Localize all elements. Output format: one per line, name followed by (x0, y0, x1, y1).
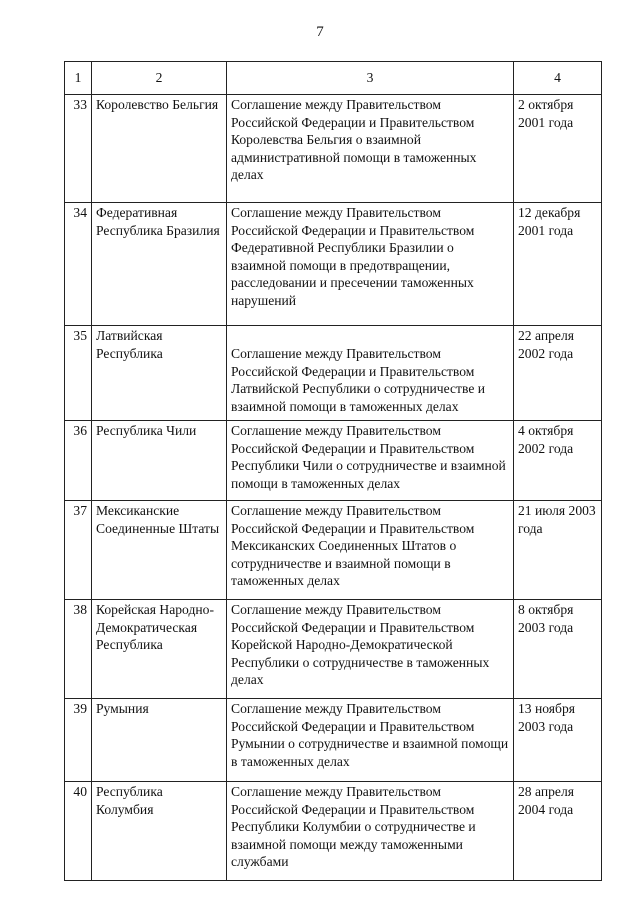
country-cell: Федеративная Республика Бразилия (92, 203, 227, 326)
header-col-3: 3 (227, 62, 514, 95)
date-cell: 21 июля 2003 года (514, 501, 602, 600)
agreement-cell: Соглашение между Правительством Российской Федерации и Правительством Федеративной Республики Бразилии о взаимной помощи в предотвращении, расследовании и пресечении таможенных нарушений (227, 203, 514, 326)
date-cell: 12 декабря 2001 года (514, 203, 602, 326)
header-row (65, 62, 602, 95)
row-number: 38 (65, 600, 92, 699)
row-number: 37 (65, 501, 92, 600)
country-cell: Мексиканские Соединенные Штаты (92, 501, 227, 600)
table-row (65, 782, 602, 881)
row-number: 39 (65, 699, 92, 782)
date-cell: 22 апреля 2002 года (514, 326, 602, 421)
table-row (65, 326, 602, 421)
agreement-cell: Соглашение между Правительством Российской Федерации и Правительством Латвийской Республики о сотрудничестве и взаимной помощи в таможенных делах (227, 326, 514, 421)
table-row (65, 421, 602, 501)
country-cell: Республика Колумбия (92, 782, 227, 881)
table-row (65, 95, 602, 203)
table-header (65, 62, 602, 95)
date-cell: 4 октября 2002 года (514, 421, 602, 501)
row-number: 33 (65, 95, 92, 203)
agreements-table (64, 61, 602, 881)
agreement-cell: Соглашение между Правительством Российской Федерации и Правительством Королевства Бельгия о взаимной административной помощи в таможенных делах (227, 95, 514, 203)
date-cell: 8 октября 2003 года (514, 600, 602, 699)
header-col-4: 4 (514, 62, 602, 95)
header-col-2: 2 (92, 62, 227, 95)
country-cell: Латвийская Республика (92, 326, 227, 421)
country-cell: Корейская Народно-Демократическая Республика (92, 600, 227, 699)
table-row (65, 203, 602, 326)
date-cell: 2 октября 2001 года (514, 95, 602, 203)
row-number: 40 (65, 782, 92, 881)
table-body (65, 95, 602, 881)
row-number: 36 (65, 421, 92, 501)
agreement-cell: Соглашение между Правительством Российской Федерации и Правительством Мексиканских Соединенных Штатов о сотрудничестве и взаимной помощи в таможенных делах (227, 501, 514, 600)
page-number: 7 (316, 24, 324, 40)
date-cell: 13 ноября 2003 года (514, 699, 602, 782)
date-cell: 28 апреля 2004 года (514, 782, 602, 881)
agreement-cell: Соглашение между Правительством Российской Федерации и Правительством Республики Колумбии о сотрудничестве и взаимной помощи между таможенными службами (227, 782, 514, 881)
table-row (65, 699, 602, 782)
row-number: 35 (65, 326, 92, 421)
agreement-cell: Соглашение между Правительством Российской Федерации и Правительством Республики Чили о сотрудничестве и взаимной помощи в таможенных делах (227, 421, 514, 501)
country-cell: Республика Чили (92, 421, 227, 501)
agreement-cell: Соглашение между Правительством Российской Федерации и Правительством Румынии о сотрудничестве и взаимной помощи в таможенных делах (227, 699, 514, 782)
header-col-1: 1 (65, 62, 92, 95)
country-cell: Румыния (92, 699, 227, 782)
agreement-cell: Соглашение между Правительством Российской Федерации и Правительством Корейской Народно-Демократической Республики о сотрудничестве в таможенных делах (227, 600, 514, 699)
country-cell: Королевство Бельгия (92, 95, 227, 203)
row-number: 34 (65, 203, 92, 326)
table-row (65, 501, 602, 600)
table-row (65, 600, 602, 699)
